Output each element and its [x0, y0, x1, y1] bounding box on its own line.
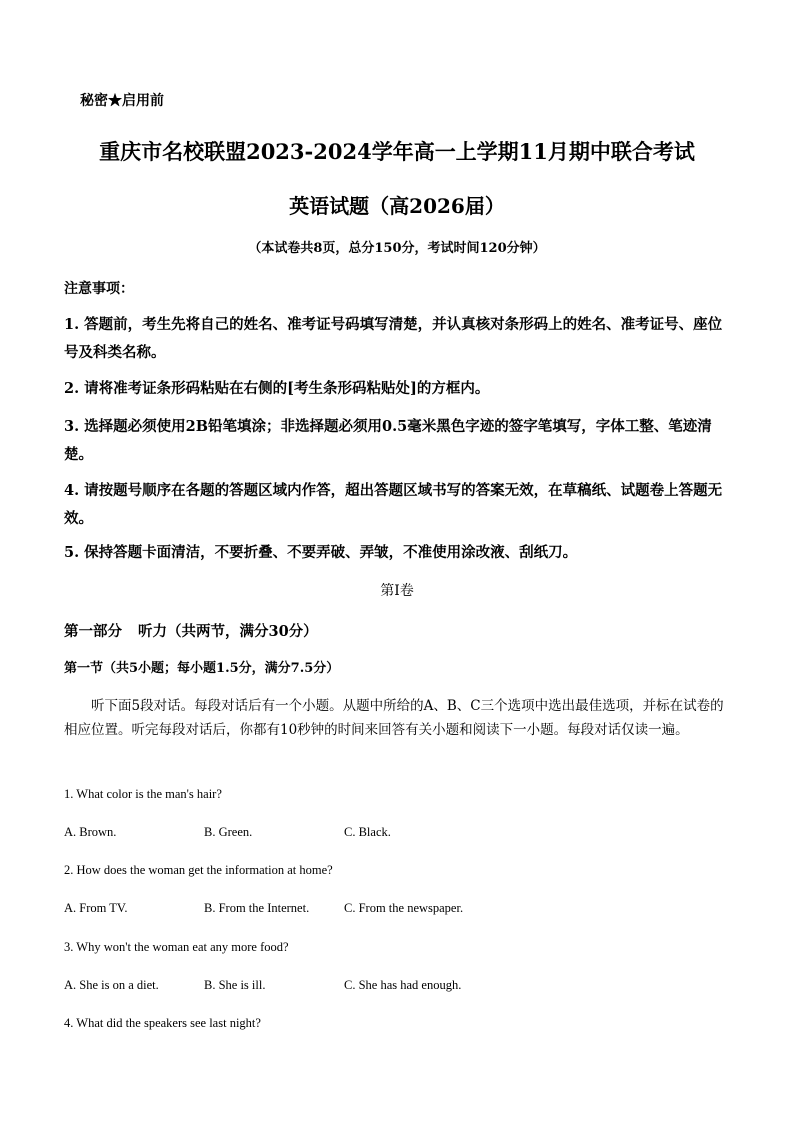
notes-heading: 注意事项：	[64, 281, 134, 297]
option-b: B. She is ill.	[204, 978, 266, 992]
part-subtitle: 听力（共两节，满分30分）	[138, 623, 318, 640]
exam-title: 重庆市名校联盟2023-2024学年高一上学期11月期中联合考试	[99, 139, 695, 164]
notice-item: 2. 请将准考证条形码粘贴在右侧的[考生条形码粘贴处]的方框内。	[64, 380, 490, 397]
notice-item: 4. 请按题号顺序在各题的答题区域内作答，超出答题区域书写的答案无效，在草稿纸、试题卷上答题无效。	[64, 482, 723, 527]
option-a: A. Brown.	[64, 825, 117, 839]
question-2: 2. How does the woman get the information at home?	[64, 863, 333, 877]
option-a: A. She is on a diet.	[64, 978, 159, 992]
section-heading: 第一节（共5小题；每小题1.5分，满分7.5分）	[64, 661, 340, 676]
notice-item: 3. 选择题必须使用2B铅笔填涂；非选择题必须用0.5毫米黑色字迹的签字笔填写，字体工整、笔迹清楚。	[64, 418, 712, 463]
option-a: A. From TV.	[64, 901, 128, 915]
part-heading	[64, 620, 318, 641]
option-b: B. Green.	[204, 825, 253, 839]
part-title: 第一部分	[64, 623, 122, 640]
question-3: 3. Why won't the woman eat any more food?	[64, 940, 289, 954]
exam-info: （本试卷共8页，总分150分，考试时间120分钟）	[248, 241, 546, 256]
section-instructions: 听下面5段对话。每段对话后有一个小题。从题中所给的A、B、C三个选项中选出最佳选项，并标在试卷的相应位置。听完每段对话后，你都有10秒钟的时间来回答有关小题和阅读下一小题。每段对话仅读一遍。	[64, 698, 724, 738]
notice-item: 1. 答题前，考生先将自己的姓名、准考证号码填写清楚，并认真核对条形码上的姓名、准考证号、座位号及科类名称。	[64, 316, 723, 361]
option-c: C. From the newspaper.	[344, 901, 464, 915]
option-b: B. From the Internet.	[204, 901, 310, 915]
notice-item: 5. 保持答题卡面清洁，不要折叠、不要弄破、弄皱，不准使用涂改液、刮纸刀。	[64, 544, 578, 561]
question-1: 1. What color is the man's hair?	[64, 787, 222, 801]
confidential-label: 秘密★启用前	[80, 93, 164, 109]
option-c: C. She has had enough.	[344, 978, 462, 992]
option-c: C. Black.	[344, 825, 391, 839]
question-4: 4. What did the speakers see last night?	[64, 1016, 261, 1030]
exam-subtitle: 英语试题（高2026届）	[289, 194, 505, 218]
volume-heading: 第Ⅰ卷	[380, 583, 414, 599]
